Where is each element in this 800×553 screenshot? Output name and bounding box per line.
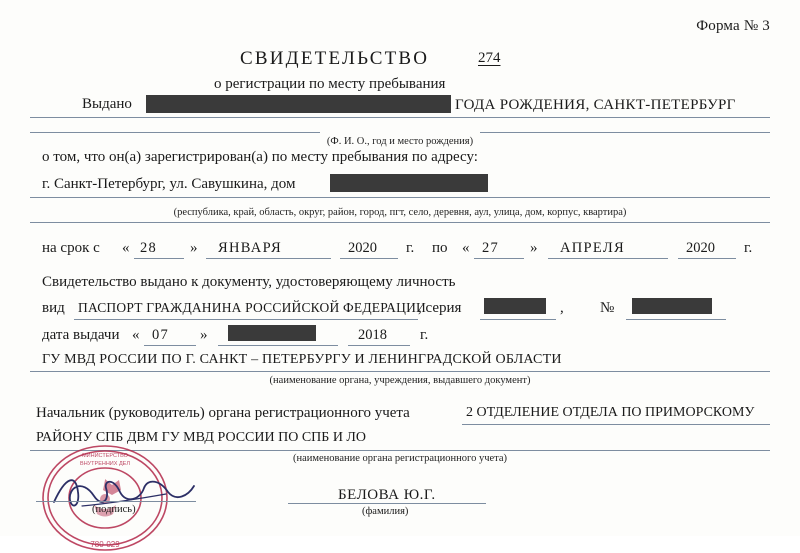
term-year-from: 2020: [348, 240, 377, 256]
surname-value: БЕЛОВА Ю.Г.: [338, 487, 436, 503]
term-year-to: 2020: [686, 240, 715, 256]
certificate-number: 274: [478, 50, 501, 66]
address-caption: (республика, край, область, округ, район, город, пгт, село, деревня, аул, улица, дом, корпус, квартира): [173, 207, 627, 218]
document-basis-line: Свидетельство выдано к документу, удостоверяющему личность: [42, 274, 456, 290]
term-prefix: на срок с: [42, 240, 100, 256]
page-subtitle: о регистрации по месту пребывания: [214, 76, 446, 92]
issue-g: г.: [420, 327, 429, 343]
quote-open-issue: «: [132, 327, 140, 343]
registration-body-caption: (наименование органа регистрационного учета): [292, 453, 508, 464]
svg-text:МИНИСТЕРСТВО: МИНИСТЕРСТВО: [82, 453, 128, 459]
chief-org-line1: 2 ОТДЕЛЕНИЕ ОТДЕЛА ПО ПРИМОРСКОМУ: [466, 405, 755, 420]
svg-text:ВНУТРЕННИХ ДЕЛ: ВНУТРЕННИХ ДЕЛ: [80, 461, 130, 467]
term-po: по: [432, 240, 448, 256]
term-g-to: г.: [744, 240, 753, 256]
address-line: г. Санкт-Петербург, ул. Савушкина, дом: [42, 176, 296, 192]
rule-fio-left: [30, 132, 320, 133]
quote-open-from: «: [122, 240, 130, 256]
issue-day: 07: [152, 327, 170, 343]
rule-issuing-authority: [30, 371, 770, 372]
rule-issue-month: [218, 345, 338, 346]
rule-issued-to: [30, 117, 770, 118]
quote-close-issue: »: [200, 327, 208, 343]
term-g-from: г.: [406, 240, 415, 256]
rule-doc-type: [74, 319, 418, 320]
rule-day-to: [474, 258, 524, 259]
signature-caption: (подпись): [92, 504, 136, 515]
issued-to-suffix: ГОДА РОЖДЕНИЯ, САНКТ-ПЕТЕРБУРГ: [455, 97, 736, 113]
redaction-address: [330, 174, 488, 192]
term-month-to: АПРЕЛЯ: [560, 240, 625, 256]
rule-number: [626, 319, 726, 320]
comma-after-series: ,: [560, 300, 564, 316]
rule-issue-year: [348, 345, 410, 346]
rule-issue-day: [144, 345, 196, 346]
number-label: №: [600, 300, 615, 316]
doc-type-label: вид: [42, 300, 65, 316]
redaction-number: [632, 298, 712, 314]
rule-month-from: [206, 258, 331, 259]
redaction-name: [146, 95, 451, 113]
chief-label: Начальник (руководитель) органа регистрационного учета: [36, 405, 410, 421]
doc-type-value: ПАСПОРТ ГРАЖДАНИНА РОССИЙСКОЙ ФЕДЕРАЦИИ: [78, 300, 426, 315]
quote-open-to: «: [462, 240, 470, 256]
rule-address-caption: [30, 222, 770, 223]
issuing-authority-caption: (наименование органа, учреждения, выдавшего документ): [269, 375, 531, 386]
redaction-series: [484, 298, 546, 314]
svg-text:780-029: 780-029: [90, 540, 120, 549]
form-number: Форма № 3: [696, 18, 770, 34]
rule-fio-right: [480, 132, 770, 133]
rule-month-to: [548, 258, 668, 259]
page-title: СВИДЕТЕЛЬСТВО: [240, 48, 430, 69]
issue-year: 2018: [358, 327, 387, 343]
rule-day-from: [134, 258, 184, 259]
rule-signature: [36, 501, 196, 502]
registered-line: о том, что он(а) зарегистрирован(а) по месту пребывания по адресу:: [42, 149, 478, 165]
issue-date-label: дата выдачи: [42, 327, 120, 343]
fio-caption: (Ф. И. О., год и место рождения): [326, 136, 474, 147]
rule-year-to: [678, 258, 736, 259]
issuing-authority: ГУ МВД РОССИИ ПО Г. САНКТ – ПЕТЕРБУРГУ И ЛЕНИНГРАДСКОЙ ОБЛАСТИ: [42, 352, 562, 367]
quote-close-to: »: [530, 240, 538, 256]
issued-to-label: Выдано: [82, 96, 132, 112]
redaction-issue-month: [228, 325, 316, 341]
term-day-to: 27: [482, 240, 500, 256]
term-day-from: 28: [140, 240, 158, 256]
surname-caption: (фамилия): [362, 506, 409, 517]
rule-chief-line1: [462, 424, 770, 425]
rule-series: [480, 319, 556, 320]
series-label: , серия: [418, 300, 462, 316]
chief-org-line2: РАЙОНУ СПБ ДВМ ГУ МВД РОССИИ ПО СПБ И ЛО: [36, 430, 367, 445]
rule-surname: [288, 503, 486, 504]
rule-chief-line2: [30, 450, 770, 451]
rule-year-from: [340, 258, 398, 259]
rule-address: [30, 197, 770, 198]
term-month-from: ЯНВАРЯ: [218, 240, 282, 256]
quote-close-from: »: [190, 240, 198, 256]
